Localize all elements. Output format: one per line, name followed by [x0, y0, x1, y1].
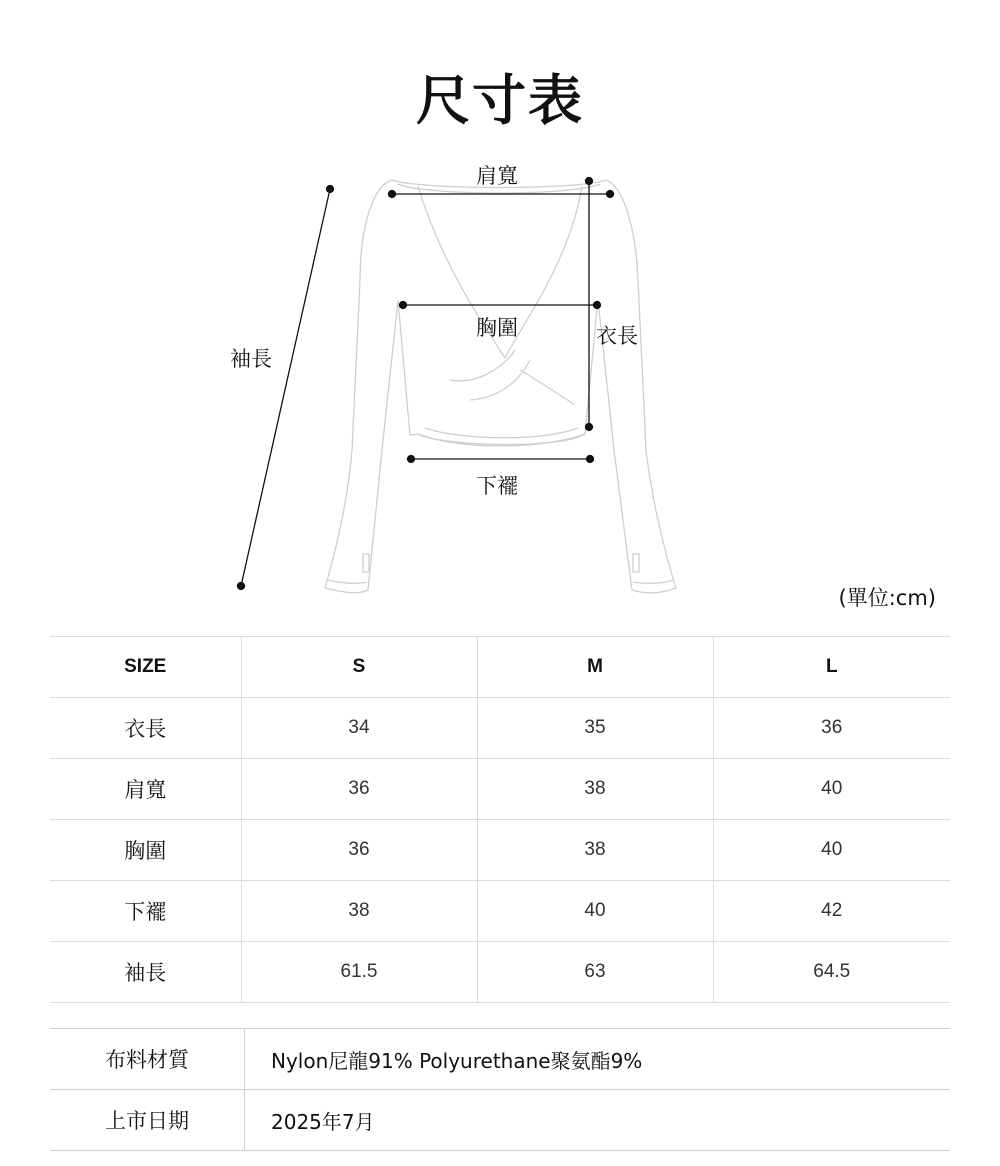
label-chest: 胸圍 [476, 316, 518, 340]
cell-value: 40 [713, 759, 950, 820]
table-row [50, 942, 950, 1003]
garment-outline [0, 150, 1000, 620]
row-label: 下襬 [50, 881, 241, 942]
label-sleeve: 袖長 [230, 347, 272, 371]
cell-value: 36 [241, 759, 477, 820]
header-m: M [477, 637, 713, 698]
info-row-material [50, 1029, 950, 1090]
label-hem: 下襬 [476, 474, 518, 498]
row-label: 袖長 [50, 942, 241, 1003]
product-info-table [50, 1028, 950, 1151]
info-key: 布料材質 [50, 1029, 245, 1090]
info-key: 上市日期 [50, 1090, 245, 1151]
cell-value: 35 [477, 698, 713, 759]
cell-value: 36 [241, 820, 477, 881]
unit-label: (單位:cm) [838, 586, 936, 610]
label-length: 衣長 [596, 324, 638, 348]
cell-value: 63 [477, 942, 713, 1003]
row-label: 衣長 [50, 698, 241, 759]
table-row [50, 698, 950, 759]
header-s: S [241, 637, 477, 698]
cell-value: 42 [713, 881, 950, 942]
table-row [50, 759, 950, 820]
cell-value: 38 [477, 820, 713, 881]
size-table [50, 636, 950, 1003]
info-value: Nylon尼龍91% Polyurethane聚氨酯9% [245, 1029, 951, 1090]
page-title: 尺寸表 [416, 69, 584, 132]
cell-value: 34 [241, 698, 477, 759]
info-value: 2025年7月 [245, 1090, 951, 1151]
cell-value: 38 [241, 881, 477, 942]
label-shoulder: 肩寬 [476, 164, 518, 188]
table-row [50, 820, 950, 881]
cell-value: 61.5 [241, 942, 477, 1003]
header-size: SIZE [50, 637, 241, 698]
header-l: L [713, 637, 950, 698]
cell-value: 38 [477, 759, 713, 820]
cell-value: 64.5 [713, 942, 950, 1003]
info-row-release-date [50, 1090, 950, 1151]
garment-diagram [0, 150, 1000, 620]
row-label: 胸圍 [50, 820, 241, 881]
size-table-header [50, 637, 950, 698]
cell-value: 40 [477, 881, 713, 942]
cell-value: 36 [713, 698, 950, 759]
cell-value: 40 [713, 820, 950, 881]
table-row [50, 881, 950, 942]
row-label: 肩寬 [50, 759, 241, 820]
